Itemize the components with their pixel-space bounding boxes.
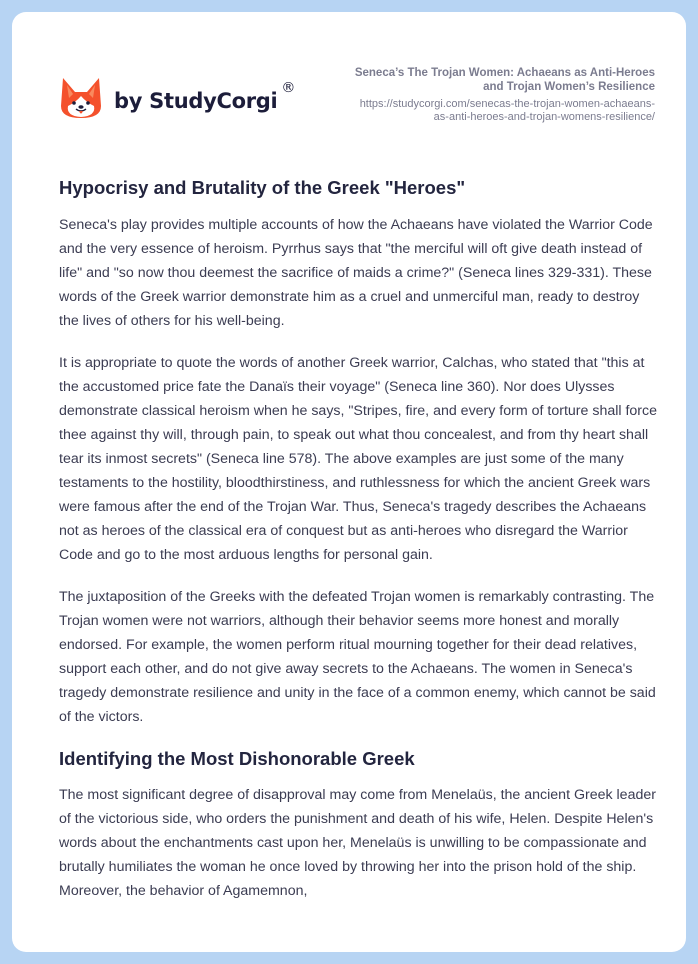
article-body bbox=[59, 176, 659, 903]
article-title-line-1: Seneca’s The Trojan Women: Achaeans as Anti-Heroes bbox=[354, 67, 655, 79]
paragraph: Seneca's play provides multiple accounts of how the Achaeans have violated the Warrior Code and the very essence of heroism. Pyrrhus says that "the merciful will oft give death instead of life" and "so now thou deemest the sacrifice of maids a crime?" (Seneca lines 329-331). These words of the Greek warrior demonstrate him as a cruel and unmerciful man, ready to destroy the lives of others for his well-being. bbox=[59, 217, 653, 329]
paragraph: The most significant degree of disapproval may come from Menelaüs, the ancient Greek leader of the victorious side, who orders the punishment and death of his wife, Helen. Despite Helen's words about the enchantments cast upon her, Menelaüs is unwilling to be compassionate and brutally humiliates the woman he once loved by throwing her into the prison hold of the ship. Moreover, the behavior of Agamemnon, bbox=[59, 787, 656, 899]
registered-mark: ® bbox=[281, 80, 296, 96]
corgi-logo-icon bbox=[60, 76, 102, 120]
section-heading: Hypocrisy and Brutality of the Greek "Heroes" bbox=[59, 177, 466, 198]
paragraph: It is appropriate to quote the words of another Greek warrior, Calchas, who stated that "this at the accustomed price fate the Danaïs their voyage" (Seneca line 360). Nor does Ulysses demonstrate classical heroism when he says, "Stripes, fire, and every form of torture shall force thee against thy will, through pain, to speak out what thou concealest, and from thy heart shall tear its inmost secrets" (Seneca line 578). The above examples are just some of the many testaments to the hostility, bloodthirstiness, and ruthlessness for which the ancient Greek wars were famous after the end of the Trojan War. Thus, Seneca's tragedy describes the Achaeans not as heroes of the classical era of conquest but as anti-heroes who disregard the Warrior Code and go to the most arduous lengths for personal gain. bbox=[59, 355, 658, 563]
document-card bbox=[12, 12, 686, 952]
article-url[interactable] bbox=[295, 98, 655, 124]
section-heading: Identifying the Most Dishonorable Greek bbox=[59, 748, 415, 769]
brand-name: by StudyCorgi bbox=[114, 89, 278, 113]
article-url-line-1: https://studycorgi.com/senecas-the-trojan-women-achaeans- bbox=[359, 98, 655, 110]
page-header bbox=[12, 12, 686, 152]
article-title-line-2: and Trojan Women’s Resilience bbox=[483, 81, 655, 93]
paragraph: The juxtaposition of the Greeks with the defeated Trojan women is remarkably contrasting. The Trojan women were not warriors, although their behavior seems more honest and morally endorsed. For example, the women perform ritual mourning together for their dead relatives, support each other, and do not give away secrets to the Achaeans. The women in Seneca's tragedy demonstrate resilience and unity in the face of a common enemy, which cannot be said of the victors. bbox=[59, 589, 656, 725]
article-url-line-2: as-anti-heroes-and-trojan-womens-resilience/ bbox=[433, 111, 655, 123]
article-meta bbox=[295, 66, 655, 124]
studycorgi-logo[interactable] bbox=[60, 76, 295, 120]
article-title bbox=[295, 66, 655, 94]
